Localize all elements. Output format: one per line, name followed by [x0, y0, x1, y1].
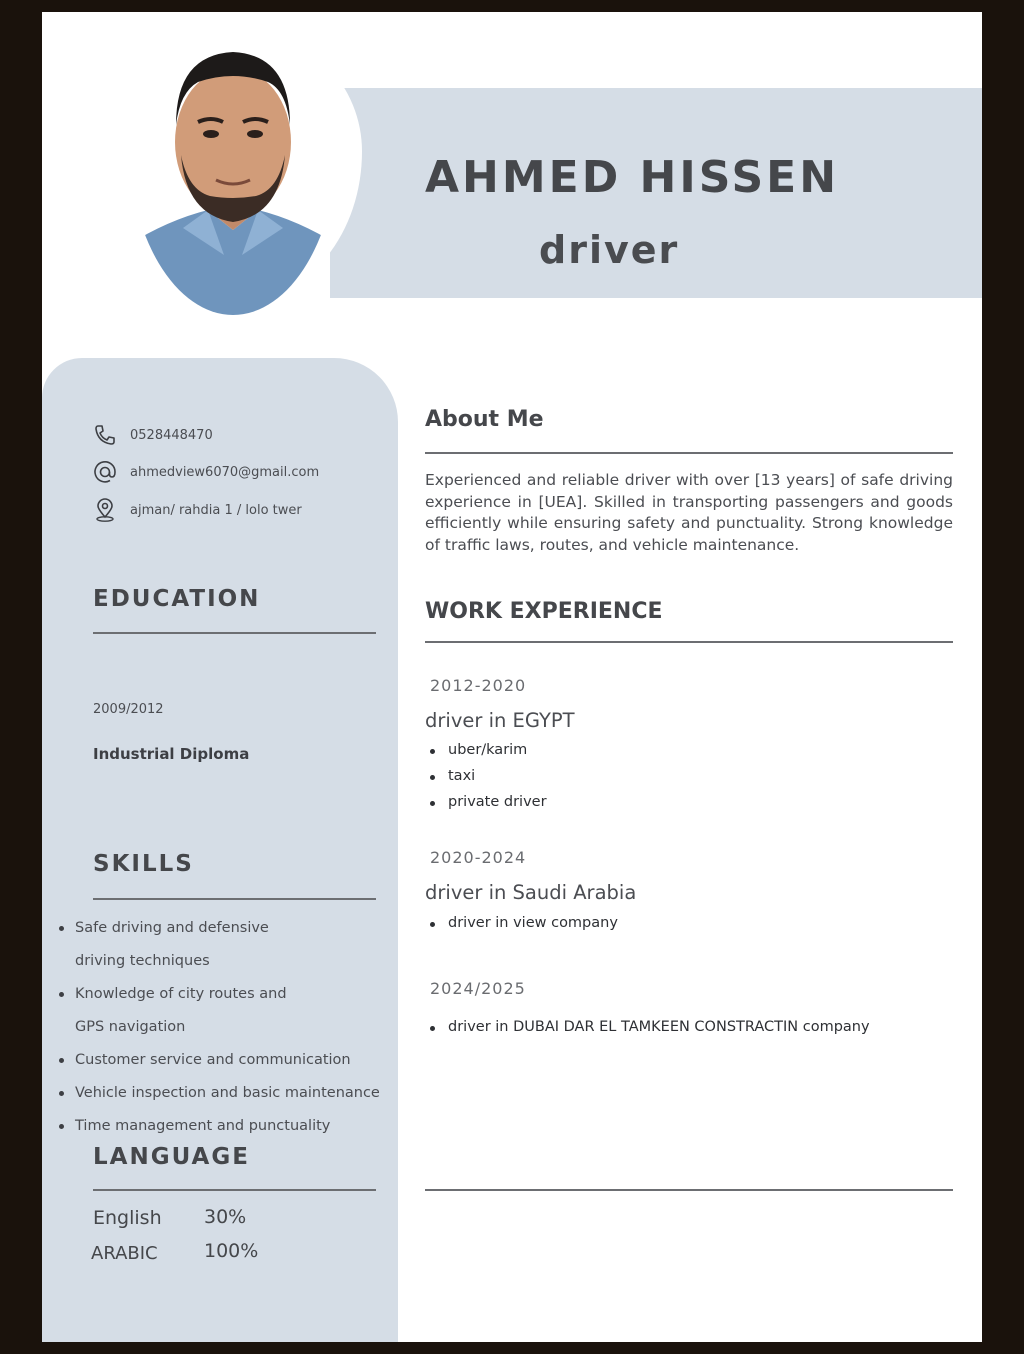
- language-divider: [93, 1189, 376, 1191]
- contact-email: [92, 459, 319, 485]
- about-text: Experienced and reliable driver with over [13 years] of safe driving experience in [UEA]. Skilled in transporting passengers and goods efficiently while ensuring safety and punctuality. Strong knowledge of traffic laws, routes, and vehicle maintenance.: [425, 471, 953, 552]
- job-duty: uber/karim: [425, 737, 547, 763]
- experience-divider: [425, 641, 953, 643]
- skill-item: Vehicle inspection and basic maintenance: [56, 1077, 396, 1110]
- skills-heading: SKILLS: [93, 851, 194, 877]
- education-title: Industrial Diploma: [93, 745, 250, 763]
- skill-item: Safe driving and defensive driving techniques: [56, 912, 310, 978]
- job-duties: [425, 737, 547, 815]
- job-years: 2012-2020: [430, 676, 527, 695]
- job-duties: [425, 1014, 870, 1040]
- job-duties: [425, 910, 618, 936]
- language-heading: LANGUAGE: [93, 1144, 250, 1170]
- job-duty: taxi: [425, 763, 547, 789]
- job-duty: driver in view company: [425, 910, 618, 936]
- language-name: English: [93, 1207, 162, 1229]
- job-duty: private driver: [425, 789, 547, 815]
- phone-icon: [92, 422, 118, 448]
- address-text: ajman/ rahdia 1 / lolo twer: [130, 502, 302, 518]
- job-title: driver in Saudi Arabia: [425, 881, 637, 904]
- education-divider: [93, 632, 376, 634]
- email-address: ahmedview6070@gmail.com: [130, 464, 320, 480]
- location-pin-icon: [92, 497, 118, 523]
- education-heading: EDUCATION: [93, 586, 261, 612]
- contact-phone: [92, 422, 213, 448]
- about-divider: [425, 452, 953, 454]
- skill-item: Time management and punctuality: [56, 1110, 396, 1143]
- job-duty: driver in DUBAI DAR EL TAMKEEN CONSTRACTIN company: [425, 1014, 870, 1040]
- resume-page: [42, 12, 982, 1342]
- bottom-divider: [425, 1189, 953, 1191]
- about-heading: About Me: [425, 407, 544, 432]
- candidate-name: AHMED HISSEN: [425, 152, 840, 203]
- job-years: 2020-2024: [430, 848, 527, 867]
- skill-item: Customer service and communication: [56, 1044, 396, 1077]
- skills-list: [56, 912, 396, 1143]
- job-title: driver in EGYPT: [425, 709, 575, 732]
- phone-number: 0528448470: [130, 427, 213, 443]
- language-level: 100%: [204, 1240, 259, 1262]
- language-level: 30%: [204, 1206, 247, 1228]
- contact-address: [92, 497, 302, 523]
- education-years: 2009/2012: [93, 702, 164, 717]
- language-name: ARABIC: [91, 1243, 158, 1264]
- experience-heading: WORK EXPERIENCE: [425, 599, 663, 624]
- job-years: 2024/2025: [430, 979, 526, 998]
- at-sign-icon: [92, 459, 118, 485]
- skills-divider: [93, 898, 376, 900]
- skill-item: Knowledge of city routes and GPS navigation: [56, 978, 310, 1044]
- candidate-role: driver: [539, 228, 680, 272]
